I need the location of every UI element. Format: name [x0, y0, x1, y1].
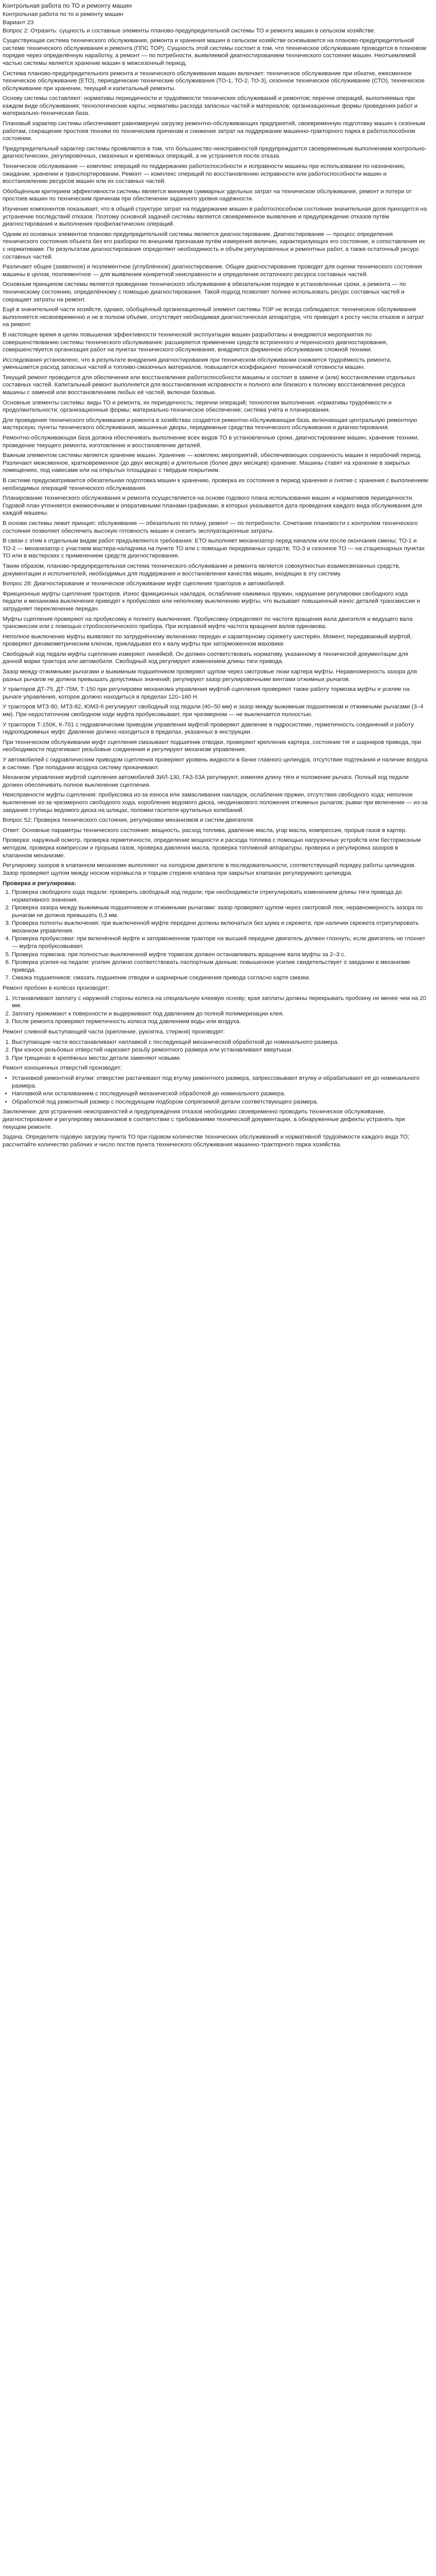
paragraph: Основным принципом системы является проведение технического обслуживания в обязательном порядке в установленные сроки, а ремонта — по техническому состоянию, определённому с помощью диагностирования. Такой подход позволяет полнее использовать ресурс составных частей и сокращает затраты на ремонт.: [3, 281, 406, 303]
paragraph: Обобщённым критерием эффективности системы является минимум суммарных удельных затрат на техническое обслуживание, ремонт и потери от простоев машин по техническим причинам при обеспечении заданного уровня надёжности.: [3, 188, 412, 202]
paragraph: Различают общее (заявочное) и поэлементное (углублённое) диагностирование. Общее диагностирование проводят для оценки технического состояния машины в целом, поэлементное — для выявления конкретной неисправности и определения остаточного ресурса составных частей.: [3, 264, 422, 278]
paragraph: Ответ: Основные параметры технического состояния: мощность, расход топлива, давление масла, угар масла, компрессия, прорыв газов в картер.: [3, 827, 407, 834]
repair-list-holes: [3, 995, 428, 1026]
repair-list-parts: [3, 1039, 428, 1062]
document-page: [0, 0, 431, 1156]
paragraph: В основе системы лежит принцип: обслуживание — обязательно по плану, ремонт — по потребности. Сочетание плановости с контролем технического состояния позволяет обеспечить высокую готовность машин и снизить эксплуатационные затраты.: [3, 520, 418, 534]
paragraph: Текущий ремонт проводится для обеспечения или восстановления работоспособности машины и состоит в замене и (или) восстановлении отдельных составных частей. Капитальный ремонт выполняется для восстановления исправности и полного или близкого к полному восстановления ресурса машины с заменой или восстановлением любых её частей, включая базовые.: [3, 374, 415, 396]
document-title: Контрольная работа по ТО и ремонту машин: [3, 2, 132, 9]
paragraph: Механизм управления муфтой сцепления автомобилей ЗИЛ-130, ГАЗ-53А регулируют, изменяя длину тяги и положение рычага. Полный ход педали должен обеспечивать полное выключение сцепления.: [3, 774, 409, 788]
list-item: 7. Смазка подшипников: смазать подшипник отводки и шарнирные соединения привода согласно карте смазки.: [12, 974, 428, 982]
paragraph: При техническом обслуживании муфт сцепления смазывают подшипник отводки, проверяют крепление картера, состояние тяг и шарниров привода, при необходимости подтягивают резьбовые соединения и регулируют механизм управления.: [3, 739, 422, 753]
paragraph: Неисправности муфты сцепления: пробуксовка из-за износа или замасливания накладок, ослабления пружин, отсутствия свободного хода; неполное выключение из-за чрезмерного свободного хода, коробления ведомого диска, неодинакового положения отжимных рычагов; рывки при включении — из-за заедания ступицы ведомого диска на шлицах, поломки гасителя крутильных колебаний.: [3, 792, 428, 814]
paragraph: Таким образом, планово-предупредительная система технического обслуживания и ремонта является совокупностью взаимосвязанных средств, документации и исполнителей, необходимых для поддержания и восстановления качества машин, входящих в эту систему.: [3, 563, 400, 577]
list-item: 5. Проверка тормозка: при полностью выключенной муфте тормозок должен останавливать вращение вала муфты за 2–3 с.: [12, 951, 428, 959]
paragraph: Задача. Определите годовую загрузку пункта ТО при годовом количестве технических обслуживаний и нормативной трудоёмкости каждого вида ТО; рассчитайте количество рабочих и число постов пункта технического обслуживания машинно-тракторного парка хозяйства.: [3, 1134, 410, 1148]
paragraph: Важным элементом системы является хранение машин. Хранение — комплекс мероприятий, обеспечивающих сохранность машин в нерабочий период. Различают межсменное, кратковременное (до двух месяцев) и длительное (более двух месяцев) хранение. Машины ставят на хранение в закрытых помещениях, под навесами или на открытых площадках с твёрдым покрытием.: [3, 452, 422, 474]
list-item: 2. Проверка зазора между выжимным подшипником и отжимными рычагами: зазор проверяют щупом через смотровой люк; неравномерность зазора по рычагам не должна превышать 0,3 мм.: [12, 904, 428, 919]
paragraph: Изучение компонентов показывает, что в общей структуре затрат на поддержание машин в работоспособном состоянии значительная доля приходится на устранение последствий отказов. Поэтому основной задачей системы является своевременное выявление и предупреждение отказов путём диагностирования и выполнения профилактических операций.: [3, 206, 427, 228]
list-item: 1. Выступающие части восстанавливают наплавкой с последующей механической обработкой до номинального размера.: [12, 1039, 428, 1046]
paragraph: Техническое обслуживание — комплекс операций по поддержанию работоспособности и исправности машины при использовании по назначению, ожидании, хранении и транспортировании. Ремонт — комплекс операций по восстановлению исправности или работоспособности машин и восстановлению ресурсов машин или их составных частей.: [3, 163, 406, 185]
list-item: 2. Заплату прижимают к поверхности и выдерживают под давлением до полной полимеризации клея.: [12, 1010, 428, 1018]
paragraph: В настоящее время в целях повышения эффективности технической эксплуатации машин разработаны и внедряются мероприятия по совершенствованию системы технического обслуживания: расширяется применение средств встроенного и переносного диагностирования, совершенствуется организация работ на пунктах технического обслуживания, внедряется фирменное обслуживание сложной техники.: [3, 331, 388, 353]
list-item: • Установкой ремонтной втулки: отверстие растачивают под втулку ремонтного размера, запрессовывают втулку и обрабатывают её до номинального размера.: [12, 1075, 428, 1090]
paragraph: Ремонт пробоин в колёсах производят:: [3, 985, 110, 992]
paragraph: Неполное выключение муфты выявляют по затруднённому включению передач и характерному скрежету шестерён. Момент, передаваемый муфтой, проверяют динамометрическим ключом, прикладывая его к валу муфты при заторможенном маховике.: [3, 633, 412, 648]
paragraph: Вопрос 2: Отразить: сущность и составные элементы планово-предупредительной системы ТО и ремонта машин в сельском хозяйстве.: [3, 27, 376, 34]
paragraph: Фрикционные муфты сцепления тракторов. Износ фрикционных накладок, ослабление нажимных пружин, нарушение регулировки свободного хода педали и механизма выключения приводят к пробуксовке или неполному выключению муфты, что вызывает повышенный износ деталей трансмиссии и затрудняет переключение передач.: [3, 590, 420, 612]
paragraph: Ремонтно-обслуживающая база должна обеспечивать выполнение всех видов ТО в установленные сроки, диагностирование машин, хранение техники, проведение текущего ремонта, изготовление и восстановление деталей.: [3, 435, 419, 449]
document-subtitle: Контрольная работа по то и ремонту машин: [3, 11, 124, 18]
paragraph: Заключение: для устранения неисправностей и предупреждения отказов необходимо своевременно проводить техническое обслуживание, диагностирование и регулировку механизмов в соответствии с требованиями технической документации, а обнаруженные дефекты устранять при текущем ремонте.: [3, 1109, 405, 1130]
repair-list-bores: [3, 1075, 428, 1106]
paragraph: Проверка: наружный осмотр, проверка герметичности, определение мощности и расхода топлива с помощью нагрузочных устройств или бестормозным методом, проверка компрессии и прорыва газов, проверка давления масла, проверка топливной аппаратуры, проверка и регулировка зазоров в клапанном механизме.: [3, 837, 421, 859]
paragraph: Зазор между отжимными рычагами и выжимным подшипником проверяют щупом через смотровые люки картера муфты. Неравномерность зазора для разных рычагов не должна превышать допустимых значений; регулируют зазор регулировочными винтами отжимных рычагов.: [3, 669, 417, 683]
paragraph: Ремонт сливной выступающей части (крепление, рукоятка, стержня) производят:: [3, 1029, 225, 1036]
checklist-heading: Проверка и регулировка:: [3, 880, 76, 887]
paragraph: Исследования установлено, что в результате внедрения диагностирования при техническом обслуживании снижается трудоёмкость ремонта, уменьшается расход запасных частей и топливо-смазочных материалов, повышается коэффициент технической готовности машин.: [3, 357, 392, 371]
paragraph: У автомобилей с гидравлическим приводом сцепления проверяют уровень жидкости в бачке главного цилиндра, отсутствие подтекания и наличие воздуха в системе. При попадании воздуха систему прокачивают.: [3, 757, 428, 771]
paragraph: В связи с этим к отдельным видам работ предъявляются требования: ЕТО выполняет механизатор перед началом или после окончания смены; ТО-1 и ТО-2 — механизатор с участием мастера-наладчика на пункте ТО или с помощью передвижных средств; ТО-3 и сезонное ТО — на стационарных пунктах ТО или в мастерских с применением средств диагностирования.: [3, 538, 425, 560]
list-item: 3. После ремонта проверяют герметичность колеса под давлением воды или воздуха.: [12, 1018, 428, 1026]
paragraph: Для проведения технического обслуживания и ремонта в хозяйствах создаётся ремонтно-обслуживающая база, включающая центральную ремонтную мастерскую, пункты технического обслуживания, машинные дворы, передвижные средства технического обслуживания и диагностирования.: [3, 417, 417, 431]
paragraph: Ещё в значительной части хозяйств, однако, обобщённый организационный элемент системы ТОР не всегда соблюдается: техническое обслуживание выполняется несвоевременно и не в полном объёме, отсутствует необходимая диагностическая аппаратура, что приводит к росту числа отказов и затрат на ремонт.: [3, 307, 424, 328]
paragraph: В системе предусматривается обязательная подготовка машин к хранению, проверка их состояния в период хранения и снятие с хранения с выполнением необходимых операций технического обслуживания.: [3, 478, 428, 492]
paragraph: Основу системы составляют: нормативы периодичности и трудоёмкости технических обслуживаний и ремонтов; перечни операций, выполняемых при каждом виде обслуживания; технологические карты; нормативы расхода запасных частей и материалов; организационные формы проведения работ и материально-техническая база.: [3, 95, 418, 117]
paragraph: У тракторов Т-150К, К-701 с гидравлическим приводом управления муфтой проверяют давление в гидросистеме, герметичность соединений и работу гидроподжимных муфт. Давление должно находиться в пределах, указанных в инструкции.: [3, 721, 414, 736]
paragraph: Плановый характер системы обеспечивает равномерную загрузку ремонтно-обслуживающих предприятий, своевременную подготовку машин к сезонным работам, сокращение простоев техники по техническим причинам и снижение затрат на поддержание машинно-тракторного парка в работоспособном состоянии.: [3, 121, 425, 142]
paragraph: Вопрос 52: Проверка технического состояния, регулировки механизмов и систем двигателя.: [3, 817, 255, 824]
list-item: • Обработкой под ремонтный размер с последующим подбором сопрягаемой детали соответствующего размера.: [12, 1098, 428, 1106]
paragraph: Регулировку зазоров в клапанном механизме выполняют на холодном двигателе в последовательности, соответствующей порядку работы цилиндров. Зазор проверяют щупом между носком коромысла и торцом стержня клапана при закрытых клапанах регулируемого цилиндра.: [3, 862, 416, 876]
list-item: 3. При трещинах в крепёжных местах детали заменяют новыми.: [12, 1055, 428, 1062]
paragraph: Одним из основных элементов планово-предупредительной системы является диагностирование. Диагностирование — процесс определения технического состояния объекта без его разборки по внешним признакам путём измерения величин, характеризующих его состояние, и сопоставления их с нормативами. По результатам диагностирования определяют необходимость и объём регулировочных и ремонтных работ, а также остаточный ресурс составных частей.: [3, 231, 425, 260]
list-item: 4. Проверка пробуксовки: при включённой муфте и заторможенном тракторе на высшей передаче двигатель должен глохнуть; если двигатель не глохнет — муфта пробуксовывает.: [12, 935, 428, 950]
paragraph: Основные элементы системы: виды ТО и ремонта, их периодичность; перечни операций; технологии выполнения; нормативы трудоёмкости и продолжительности; организационные формы; материально-техническое обеспечение; система учёта и планирования.: [3, 399, 392, 414]
paragraph: Вопрос 28: Диагностирование и техническое обслуживание муфт сцепления тракторов и автомобилей.: [3, 581, 285, 587]
document-body: [3, 27, 428, 877]
paragraph: Ремонт изношенных отверстий производят:: [3, 1065, 122, 1072]
paragraph: У тракторов ДТ-75, ДТ-75М, Т-150 при регулировке механизма управления муфтой сцепления проверяют также работу тормозка муфты и усилие на рычаге управления, которое должно находиться в пределах 120–160 Н.: [3, 686, 410, 700]
document-variant: Вариант 23: [3, 19, 34, 26]
section-after-list3: [3, 1064, 428, 1072]
paragraph: Существующая система технического обслуживания, ремонта и хранения машин в сельском хозяйстве основывается на планово-предупредительной системе технического обслуживания и ремонта (ППС ТОР). Сущность этой системы состоит в том, что техническое обслуживание проводится в плановом порядке через определённую наработку, а ремонт — по потребности, выявляемой диагностированием технического состояния машин. Неотъемлемой частью системы является хранение машин в межсезонный период.: [3, 38, 426, 66]
paragraph: У тракторов МТЗ-80, МТЗ-82, ЮМЗ-6 регулируют свободный ход педали (40–50 мм) и зазор между выжимным подшипником и отжимными рычагами (3–4 мм). При недостаточном свободном ходе муфта пробуксовывает, при чрезмерном — не выключается полностью.: [3, 704, 424, 718]
list-item: 3. Проверка полноты выключения: при выключенной муфте передачи должны включаться без шума и скрежета; при наличии скрежета отрегулировать механизм управления.: [12, 920, 428, 935]
paragraph: Планирование технического обслуживания и ремонта осуществляется на основе годового плана использования машин и нормативов периодичности. Годовой план уточняется ежемесячными и оперативными планами-графиками, в которых указывается дата проведения каждого вида обслуживания для каждой машины.: [3, 495, 422, 517]
section-after-checklist: [3, 985, 428, 992]
checklist: [3, 889, 428, 982]
paragraph: Система планово-предупредительного ремонта и технического обслуживания машин включает: техническое обслуживание при обкатке, ежесменное техническое обслуживание (ЕТО), периодические технические обслуживания (ТО-1, ТО-2, ТО-3), сезонное техническое обслуживание (СТО), техническое обслуживание при хранении, текущий и капитальный ремонты.: [3, 70, 425, 92]
list-item: 6. Проверка усилия на педали: усилие должно соответствовать паспортным данным; повышенное усилие свидетельствует о заедании в механизме привода.: [12, 959, 428, 974]
list-item: 1. Проверка свободного хода педали: проверить свободный ход педали; при необходимости отрегулировать изменением длины тяги привода до нормативного значения.: [12, 889, 428, 904]
list-item: 1. Устанавливают заплату с наружной стороны колеса на специальную клеевую основу; края заплаты должны перекрывать пробоину не менее чем на 20 мм.: [12, 995, 428, 1010]
document-conclusion: [3, 1108, 428, 1148]
paragraph: Муфты сцепления проверяют на пробуксовку и полноту выключения. Пробуксовку определяют по частоте вращения вала двигателя и ведущего вала трансмиссии или с помощью стробоскопического прибора. При исправной муфте частота вращения валов одинакова.: [3, 616, 413, 630]
list-item: 2. При износе резьбовых отверстий нарезают резьбу ремонтного размера или устанавливают ввертыши.: [12, 1046, 428, 1054]
paragraph: Предупредительный характер системы проявляется в том, что большинство неисправностей предупреждается своевременным выполнением контрольно-диагностических, регулировочных, смазочных и крепёжных операций, а не устраняется после отказа.: [3, 145, 427, 160]
section-after-list2: [3, 1028, 428, 1036]
paragraph: Свободный ход педали муфты сцепления измеряют линейкой. Он должен соответствовать нормативу, указанному в технической документации для данной марки трактора или автомобиля. Свободный ход регулируют изменением длины тяги привода.: [3, 651, 409, 665]
list-item: • Наплавкой или осталиванием с последующей механической обработкой до номинального размера.: [12, 1090, 428, 1098]
